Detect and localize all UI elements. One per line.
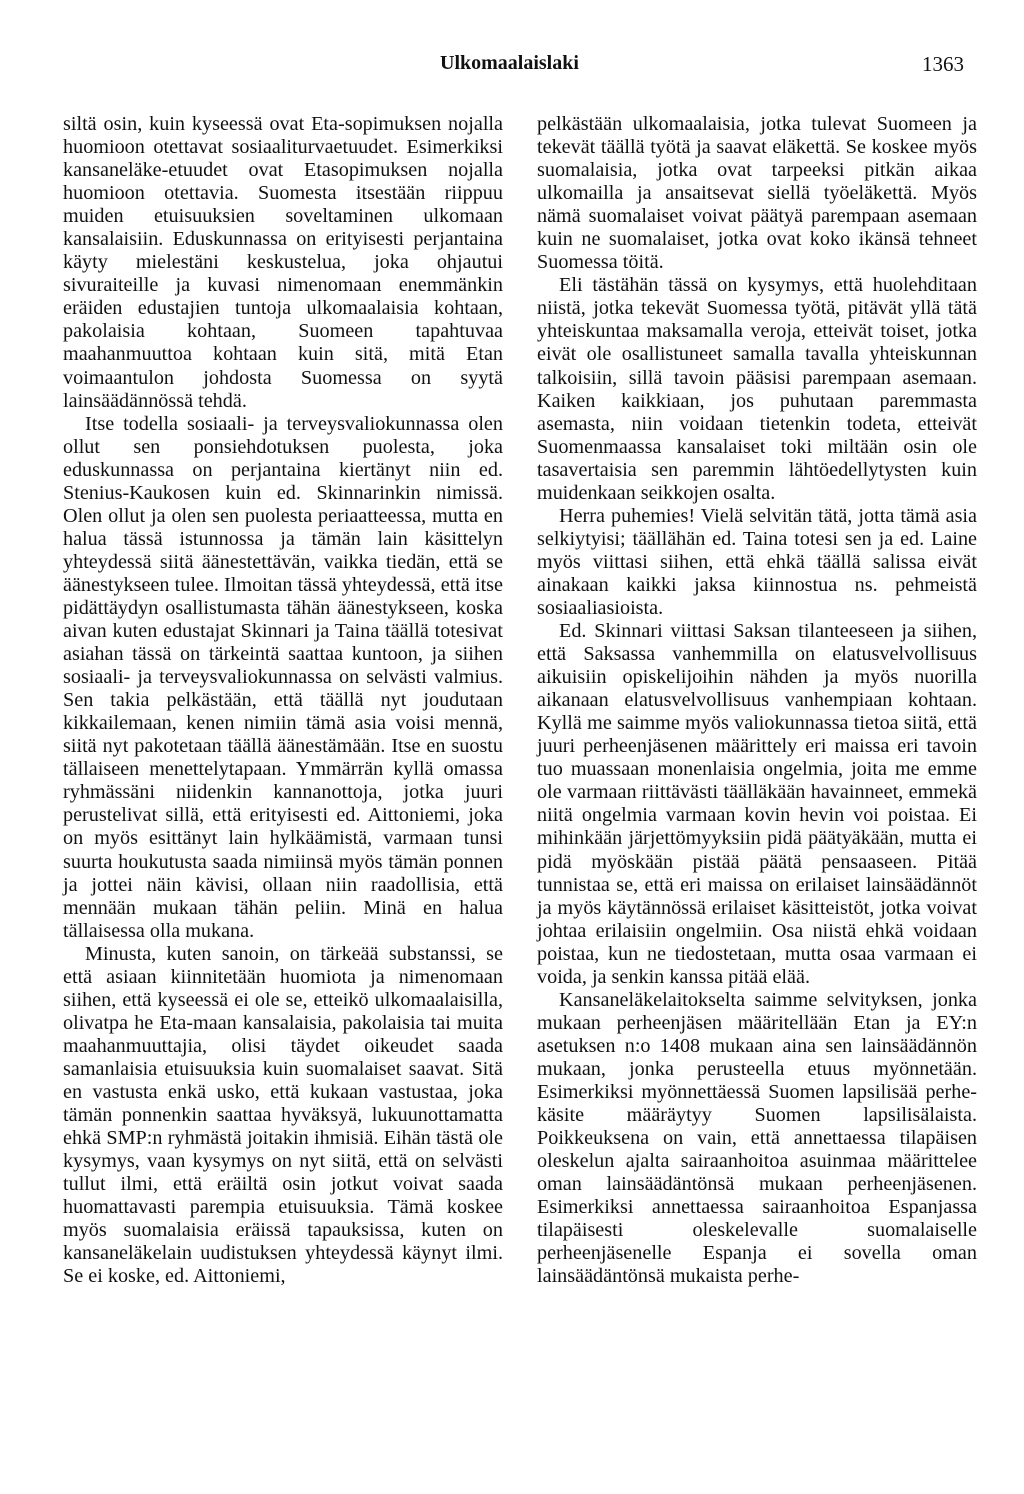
paragraph: Ed. Skinnari viittasi Saksan tilanteeseen ja siihen, että Saksassa vanhemmilla on elatusvelvollisuus aikuisiin opiskelijoihin nähden ja myös nuorilla aikanaan elatusvelvollisuus vanhempiaan kohtaan. Kyllä me saimme myös valiokunnassa tietoa siitä, että juuri perheenjäsenen määrittely eri maissa eri tavoin tuo muassaan monenlaisia ongelmia, joita me emme ole varmaan riittävästi täälläkään havainneet, emmekä niitä ongelmia varmaan kovin hevin voi poistaa. Ei mihinkään järjettömyyksiin pidä päätyäkään, mutta ei pidä myöskään pistää päätä pensaaseen. Pitää tunnistaa se, että eri maissa on erilaiset lainsäädännöt ja myös käytännössä erilaiset käsitteistöt, jotka voivat johtaa erilaisiin ongelmiin. Osa niistä ehkä voidaan poistaa, kun ne tiedostetaan, mutta osaa varmaan ei voida, ja senkin kanssa pitää elää. xyxy=(537,620,977,988)
running-head xyxy=(0,52,1024,82)
right-column xyxy=(537,113,977,1288)
paragraph: Eli tästähän tässä on kysymys, että huolehditaan niistä, jotka tekevät Suomessa työtä, pitävät yllä tätä yhteiskuntaa maksamalla veroja, etteivät toiset, jotka eivät ole osallistuneet samalla tavalla yhteiskunnan talkoisiin, sillä tavoin pääsisi parempaan asemaan. Kaiken kaikkiaan, jos puhutaan paremmasta asemasta, niin voidaan tietenkin todeta, etteivät Suomenmaassa kansalaiset toki miltään osin ole tasavertaisia sen paremmin lähtöedellytysten kuin muidenkaan seikkojen osalta. xyxy=(537,274,977,504)
left-column xyxy=(63,113,503,1288)
paragraph: Kansaneläkelaitokselta saimme selvityksen, jonka mukaan perheenjäsen määritellään Etan ja EY:n asetuksen n:o 1408 mukaan aina sen lainsäädännön mukaan, jonka perusteella etuus myönnetään. Esimerkiksi myönnettäessä Suomen lapsilisää perhe-käsite määräytyy Suomen lapsilisälaista. Poikkeuksena on vain, että annettaessa tilapäisen oleskelun ajalta sairaanhoitoa asuinmaa määrittelee oman lainsäädäntönsä mukaan perheenjäsenen. Esimerkiksi annettaessa sairaanhoitoa Espanjassa tilapäisesti oleskelevalle suomalaiselle perheenjäsenelle Espanja ei sovella oman lainsäädäntönsä mukaista perhe- xyxy=(537,988,977,1288)
page-number: 1363 xyxy=(922,52,964,76)
paragraph: Herra puhemies! Vielä selvitän tätä, jotta tämä asia selkiytyisi; täällähän ed. Taina totesi sen ja ed. Laine myös viittasi siihen, että ehkä täällä salissa eivät ainakaan kaikki jaksa kiinnostua ns. pehmeistä sosiaaliasioista. xyxy=(537,504,977,619)
paragraph: siltä osin, kuin kyseessä ovat Eta-sopimuksen nojalla huomioon otettavat sosiaaliturvaetuudet. Esimerkiksi kansaneläke-etuudet ovat Etasopimuksen nojalla huomioon otettavia. Suomesta itsestään riippuu muiden etuisuuksien soveltaminen ulkomaan kansalaisiin. Eduskunnassa on erityisesti perjantaina käyty mielestäni keskustelua, joka ohjautui sivuraiteille ja kuvasi nimenomaan enemmänkin eräiden edustajien tuntoja ulkomaalaisia kohtaan, pakolaisia kohtaan, Suomeen tapahtuvaa maahanmuuttoa kohtaan kuin sitä, mitä Etan voimaantulon johdosta Suomessa on syytä lainsäädännössä tehdä. xyxy=(63,113,503,412)
paragraph: pelkästään ulkomaalaisia, jotka tulevat Suomeen ja tekevät täällä työtä ja saavat eläkettä. Se koskee myös suomalaisia, jotka ovat tarpeeksi pitkän aikaa ulkomailla ja ansaitsevat siellä työeläkettä. Myös nämä suomalaiset voivat päätyä parempaan asemaan kuin ne suomalaiset, jotka ovat koko ikänsä tehneet Suomessa töitä. xyxy=(537,113,977,274)
paragraph: Itse todella sosiaali- ja terveysvaliokunnassa olen ollut sen ponsiehdotuksen puolesta, joka eduskunnassa on perjantaina kiertänyt niin ed. Stenius-Kaukosen kuin ed. Skinnarinkin nimissä. Olen ollut ja olen sen puolesta periaatteessa, mutta en halua tässä istunnossa ja tämän lain käsittelyn yhteydessä siitä äänestettävän, vaikka tiedän, että se äänestykseen tulee. Ilmoitan tässä yhteydessä, että itse pidättäydyn osallistumasta tähän äänestykseen, koska aivan kuten edustajat Skinnari ja Taina täällä totesivat asiahan tässä on tärkeintä saattaa kuntoon, ja siihen sosiaali- ja terveysvaliokunnassa on selvästi valmius. Sen takia pelkästään, että täällä nyt joudutaan kikkailemaan, kenen nimiin tämä asia voisi mennä, siitä nyt pakotetaan täällä äänestämään. Itse en suostu tällaiseen menettelytapaan. Ymmärrän kyllä omassa ryhmässäni niidenkin kannanottoja, jotka juuri perustelivat sillä, että erityisesti ed. Aittoniemi, joka on myös esittänyt lain hylkäämistä, varmaan tunsi suurta houkutusta saada nimiinsä myös tämän ponnen ja jottei näin kävisi, ollaan niin raadollisia, että mennään mukaan tähän peliin. Minä en halua tällaisessa olla mukana. xyxy=(63,412,503,942)
paragraph: Minusta, kuten sanoin, on tärkeää substanssi, se että asiaan kiinnitetään huomiota ja nimenomaan siihen, että kyseessä ei ole se, etteikö ulkomaalaisilla, olivatpa he Eta-maan kansalaisia, pakolaisia tai muita maahanmuuttajia, olisi täydet oikeudet saada samanlaisia etuisuuksia kuin suomalaiset saavat. Sitä en vastusta enkä usko, että kukaan vastustaa, joka tämän ponnenkin saattaa hyväksyä, lukuunottamatta ehkä SMP:n ryhmästä joitakin ihmisiä. Eihän tästä ole kysymys, vaan kysymys on nyt siitä, että on selvästi tullut ilmi, että eräiltä osin jotkut voivat saada huomattavasti parempia etuisuuksia. Tämä koskee myös suomalaisia eräissä tapauksissa, kuten on kansaneläkelain uudistuksen yhteydessä käynyt ilmi. Se ei koske, ed. Aittoniemi, xyxy=(63,942,503,1288)
running-head-title: Ulkomaalaislaki xyxy=(440,52,579,74)
